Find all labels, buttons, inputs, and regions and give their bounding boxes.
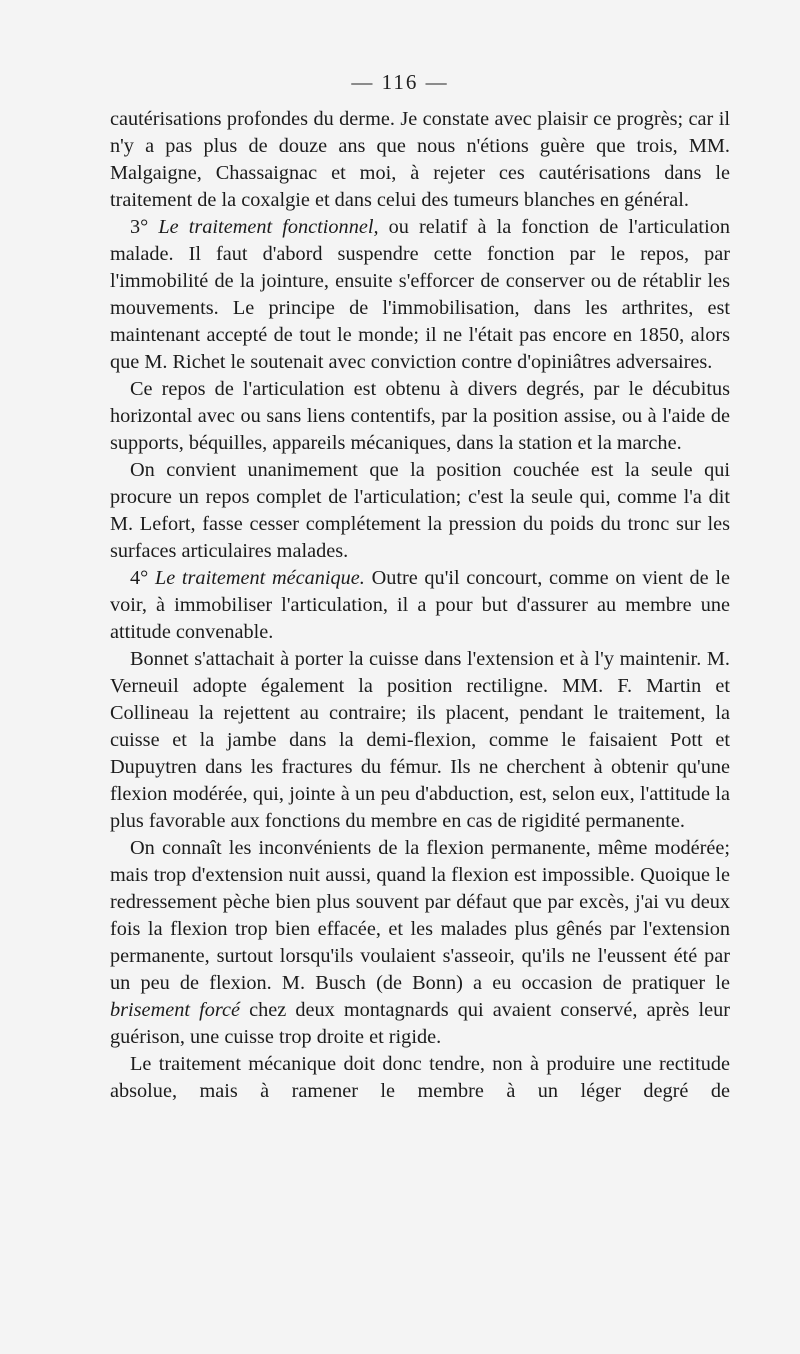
section-number: 4° [130,567,149,589]
paragraph-final [110,1051,730,1105]
section-heading: Le traitement mécanique. [154,567,365,589]
paragraph-text: cautérisations profondes du derme. Je constate avec plaisir ce progrès; car il n'y a pas plus de douze ans que nous n'étions guère que trois, MM. Malgaigne, Chassaignac et moi, à rejeter ces cautérisations dans le traitement de la coxalgie et dans celui des tumeurs blanches en général. [110,108,730,211]
paragraph-functional-treatment [110,214,730,376]
body-text [110,106,730,1105]
section-heading: Le traitement fonctionnel, [158,216,379,238]
paragraph-text: Bonnet s'attachait à porter la cuisse dans l'extension et à l'y maintenir. M. Verneuil adopte également la position rectiligne. MM. F. Martin et Collineau la rejettent au contraire; ils placent, pendant le traitement, la cuisse et la jambe dans la demi-flexion, comme le faisaient Pott et Dupuytren dans les fractures du fémur. Ils ne cherchent à obtenir qu'une flexion modérée, qui, jointe à un peu d'abduction, est, selon eux, l'attitude la plus favorable aux fonctions du membre en cas de rigidité permanente. [110,648,730,832]
paragraph-text: On connaît les inconvénients de la flexion permanente, même modérée; mais trop d'extension nuit aussi, quand la flexion est impossible. Quoique le redressement pèche bien plus souvent par défaut que par excès, j'ai vu deux fois la flexion trop bien effacée, et les malades plus gênés par l'extension permanente, surtout lorsqu'ils voulaient s'asseoir, qu'ils ne l'eussent été par un peu de flexion. M. Busch (de Bonn) a eu occasion de pratiquer le [110,837,730,994]
paragraph-continuation [110,106,730,214]
paragraph-text: Ce repos de l'articulation est obtenu à divers degrés, par le décubitus horizontal avec ou sans liens contentifs, par la position assise, ou à l'aide de supports, béquilles, appareils mécaniques, dans la station et la marche. [110,378,730,454]
paragraph-text: chez deux montagnards qui avaient conservé, après leur guérison, une cuisse trop droite et rigide. [110,999,730,1048]
section-number: 3° [130,216,149,238]
emphasized-term: brisement forcé [110,999,240,1021]
page-number: — 116 — [351,70,449,94]
paragraph-text: On convient unanimement que la position couchée est la seule qui procure un repos complet de l'articulation; c'est la seule qui, comme l'a dit M. Lefort, fasse cesser complétement la pression du poids du tronc sur les surfaces articulaires malades. [110,459,730,562]
paragraph-bonnet-extension [110,646,730,835]
paragraph-lying-position [110,457,730,565]
paragraph-flexion-inconvenients [110,835,730,1051]
paragraph-rest-of-joint [110,376,730,457]
paragraph-text: ou relatif à la fonction de l'articulation malade. Il faut d'abord suspendre cette fonction par le repos, par l'immobilité de la jointure, ensuite s'efforcer de conserver ou de rétablir les mouvements. Le principe de l'immobilisation, dans les arthrites, est maintenant accepté de tout le monde; il ne l'était pas encore en 1850, alors que M. Richet le soutenait avec conviction contre d'opiniâtres adversaires. [110,216,730,373]
paragraph-text: Outre qu'il concourt, comme on vient de le voir, à immobiliser l'articulation, il a pour but d'assurer au membre une attitude convenable. [110,567,730,643]
paragraph-mechanical-treatment [110,565,730,646]
paragraph-text: Le traitement mécanique doit donc tendre, non à produire une rectitude absolue, mais à ramener le membre à un léger degré de [110,1053,730,1102]
